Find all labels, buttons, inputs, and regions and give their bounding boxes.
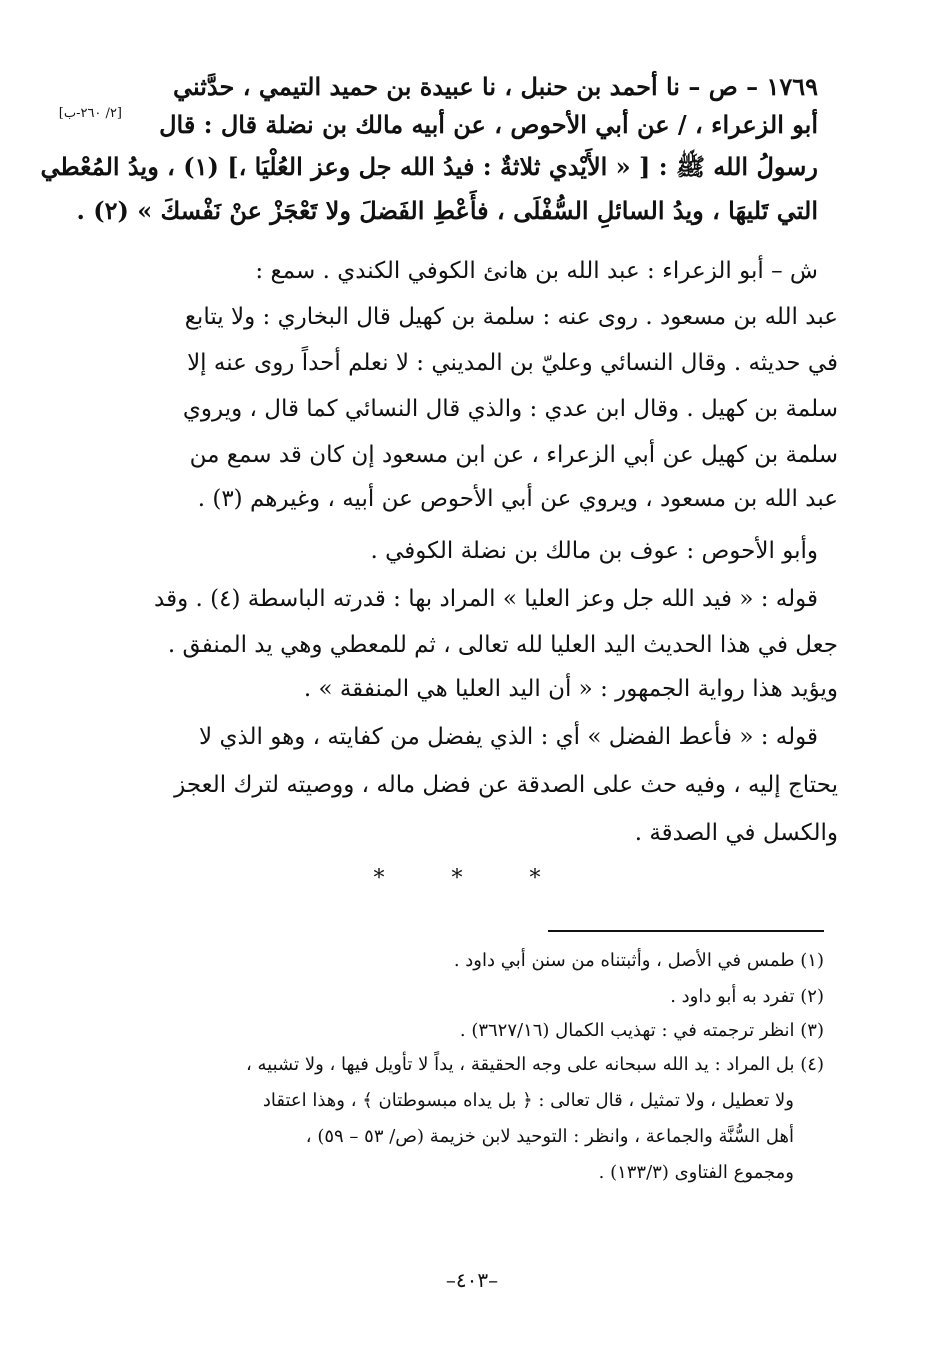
sharh-line-4: سلمة بن كهيل . وقال ابن عدي : والذي قال النسائي كما قال ، ويروي — [182, 396, 838, 422]
footnote-4-line-2: ولا تعطيل ، ولا تمثيل ، قال تعالى : ﴿ بل يداه مبسوطتان ﴾ ، وهذا اعتقاد — [262, 1090, 794, 1111]
sharh-line-3: في حديثه . وقال النسائي وعليّ بن المديني : لا نعلم أحداً روى عنه إلا — [187, 350, 838, 376]
qawluh1-line-2: جعل في هذا الحديث اليد العليا لله تعالى ، ثم للمعطي وهي يد المنفق . — [167, 632, 838, 658]
footnote-4-line-3: أهل السُّنَّة والجماعة ، وانظر : التوحيد لابن خزيمة (ص/ ٥٣ – ٥٩) ، — [305, 1126, 794, 1147]
footnote-4-line-4: ومجموع الفتاوى (١٣٣/٣) . — [598, 1162, 794, 1183]
sharh-line-5: سلمة بن كهيل عن أبي الزعراء ، عن ابن مسعود إن كان قد سمع من — [189, 442, 838, 468]
hadith-line-3: رسولُ الله ﷺ : [ « الأَيْدي ثلاثةٌ : فيدُ الله جل وعز العُلْيَا ،] (١) ، ويدُ المُعْطي — [40, 152, 818, 181]
qawluh2-line-3: والكسل في الصدقة . — [634, 820, 838, 846]
footnote-3: (٣) انظر ترجمته في : تهذيب الكمال (٣٦٢٧/١٦) . — [459, 1020, 824, 1041]
hadith-line-1: ١٧٦٩ – ص – نا أحمد بن حنبل ، نا عبيدة بن حميد التيمي ، حدَّثني — [173, 72, 818, 101]
footnote-rule — [548, 930, 824, 932]
section-separator: * * * — [373, 866, 571, 891]
ahwas-line: وأبو الأحوص : عوف بن مالك بن نضلة الكوفي . — [370, 538, 818, 564]
page-number: –٤٠٣– — [445, 1268, 499, 1292]
sharh-line-6: عبد الله بن مسعود ، ويروي عن أبي الأحوص عن أبيه ، وغيرهم (٣) . — [197, 486, 838, 512]
qawluh2-line-1: قوله : « فأعط الفضل » أي : الذي يفضل من كفايته ، وهو الذي لا — [199, 724, 818, 750]
margin-folio-note: [٢/ ٢٦٠-ب] — [58, 106, 122, 121]
hadith-line-4: التي تَليهَا ، ويدُ السائلِ السُّفْلَى ، فأَعْطِ الفَضلَ ولا تَعْجَزْ عنْ نَفْسكَ » (٢) . — [76, 196, 818, 225]
sharh-line-1: ش – أبو الزعراء : عبد الله بن هانئ الكوفي الكندي . سمع : — [255, 258, 818, 284]
footnote-2: (٢) تفرد به أبو داود . — [670, 986, 824, 1007]
qawluh2-line-2: يحتاج إليه ، وفيه حث على الصدقة عن فضل ماله ، ووصيته لترك العجز — [174, 772, 838, 798]
footnote-1: (١) طمس في الأصل ، وأثبتناه من سنن أبي داود . — [453, 950, 824, 971]
hadith-line-2: أبو الزعراء ، / عن أبي الأحوص ، عن أبيه مالك بن نضلة قال : قال — [159, 110, 818, 139]
footnote-4-line-1: (٤) بل المراد : يد الله سبحانه على وجه الحقيقة ، يداً لا تأويل فيها ، ولا تشبيه ، — [246, 1054, 824, 1075]
sharh-line-2: عبد الله بن مسعود . روى عنه : سلمة بن كهيل قال البخاري : ولا يتابع — [184, 304, 838, 330]
qawluh1-line-3: ويؤيد هذا رواية الجمهور : « أن اليد العليا هي المنفقة » . — [303, 676, 838, 702]
qawluh1-line-1: قوله : « فيد الله جل وعز العليا » المراد بها : قدرته الباسطة (٤) . وقد — [154, 586, 818, 612]
